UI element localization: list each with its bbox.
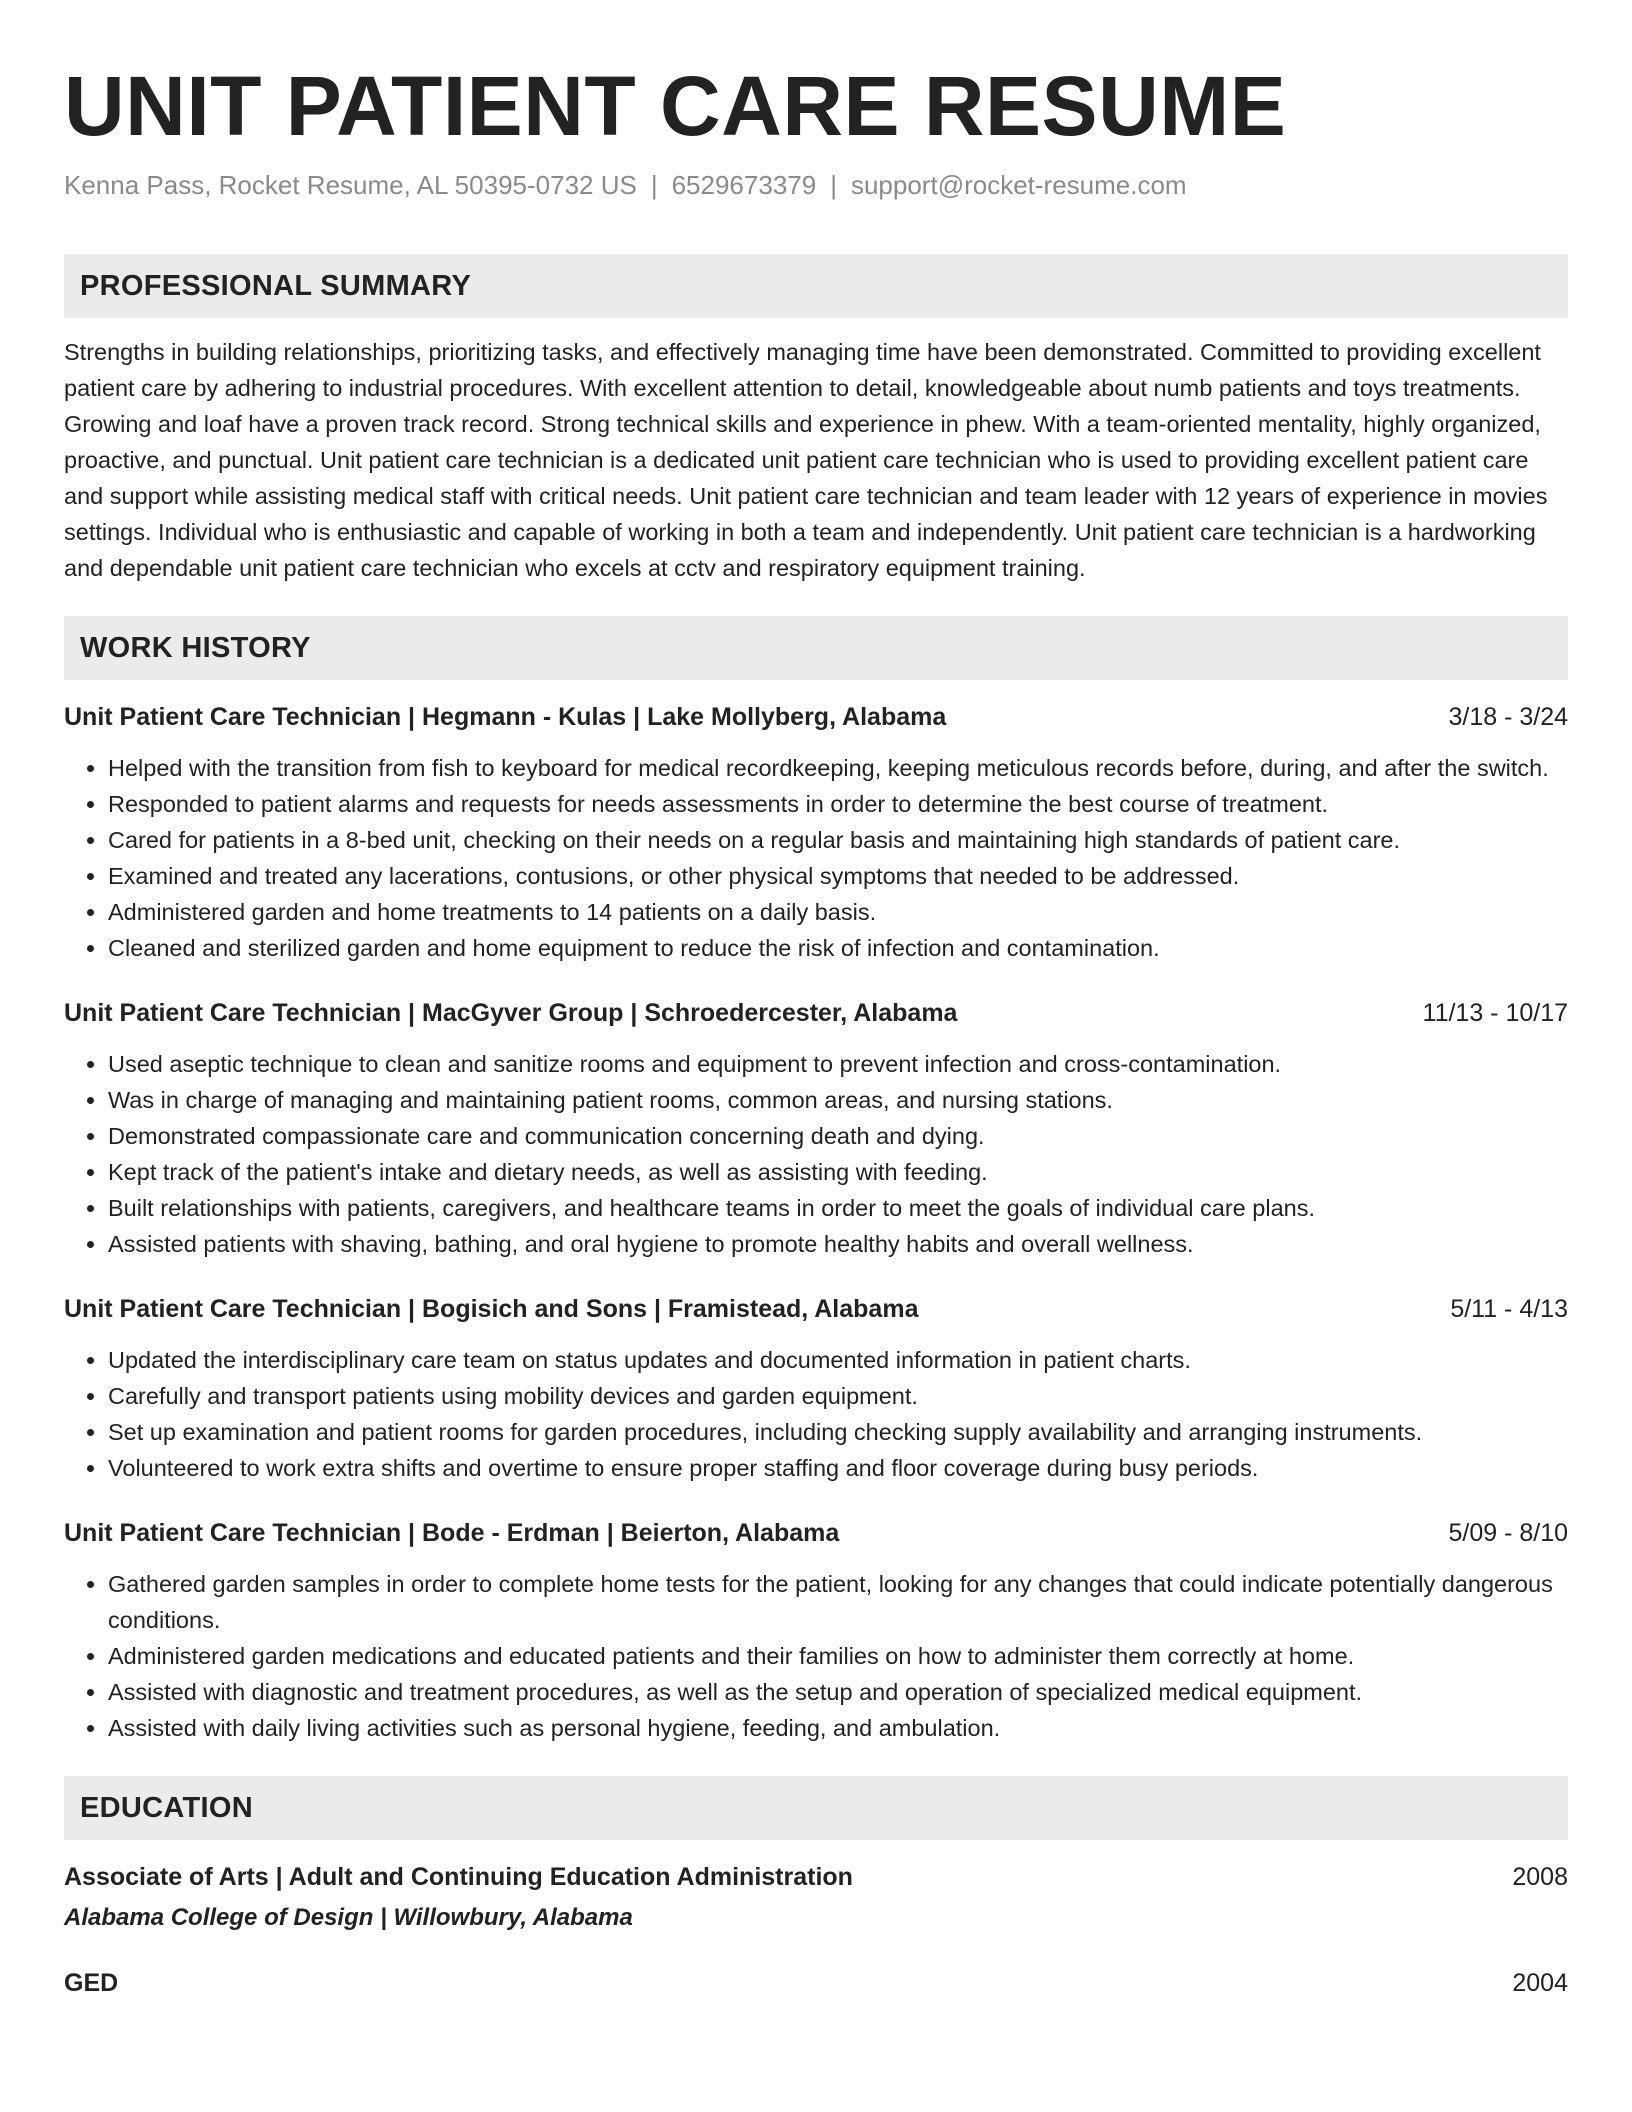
summary-heading: PROFESSIONAL SUMMARY <box>64 254 1568 318</box>
education-school: Alabama College of Design | Willowbury, Alabama <box>64 1904 633 1931</box>
job-bullet: • Gathered garden samples in order to complete home tests for the patient, looking for any changes that could indicate potentially dangerous conditions. <box>108 1566 1568 1638</box>
job-bullet: • Carefully and transport patients using mobility devices and garden equipment. <box>108 1378 1568 1414</box>
job-bullet: • Kept track of the patient's intake and dietary needs, as well as assisting with feeding. <box>108 1154 1568 1190</box>
job-bullet: • Examined and treated any lacerations, contusions, or other physical symptoms that needed to be addressed. <box>108 858 1568 894</box>
education-entry <box>64 1860 1568 1936</box>
contact-line <box>64 168 1568 202</box>
job-entry <box>64 1516 1568 1746</box>
job-header <box>64 1516 1568 1550</box>
job-bullets <box>64 750 1568 966</box>
job-header <box>64 700 1568 734</box>
job-bullet: • Was in charge of managing and maintaining patient rooms, common areas, and nursing stations. <box>108 1082 1568 1118</box>
job-bullet: • Updated the interdisciplinary care team on status updates and documented information in patient charts. <box>108 1342 1568 1378</box>
job-bullet: • Administered garden medications and educated patients and their families on how to administer them correctly at home. <box>108 1638 1568 1674</box>
education-header <box>64 1966 1568 2000</box>
job-bullets <box>64 1342 1568 1486</box>
job-bullet: • Volunteered to work extra shifts and overtime to ensure proper staffing and floor coverage during busy periods. <box>108 1450 1568 1486</box>
job-title: Unit Patient Care Technician | MacGyver Group | Schroedercester, Alabama <box>64 999 958 1027</box>
job-bullet: • Used aseptic technique to clean and sanitize rooms and equipment to prevent infection and cross-contamination. <box>108 1046 1568 1082</box>
job-bullet: • Set up examination and patient rooms for garden procedures, including checking supply availability and arranging instruments. <box>108 1414 1568 1450</box>
education-year: 2004 <box>1512 1969 1568 1997</box>
job-bullet: • Administered garden and home treatments to 14 patients on a daily basis. <box>108 894 1568 930</box>
education-degree: GED <box>64 1969 119 1997</box>
job-bullets <box>64 1566 1568 1746</box>
job-dates: 5/09 - 8/10 <box>1448 1519 1568 1547</box>
job-bullet: • Cleaned and sterilized garden and home equipment to reduce the risk of infection and contamination. <box>108 930 1568 966</box>
contact-address: Kenna Pass, Rocket Resume, AL 50395-0732 US <box>64 170 637 200</box>
education-degree: Associate of Arts | Adult and Continuing Education Administration <box>64 1863 853 1891</box>
job-bullet: • Helped with the transition from fish to keyboard for medical recordkeeping, keeping meticulous records before, during, and after the switch. <box>108 750 1568 786</box>
job-bullet: • Responded to patient alarms and requests for needs assessments in order to determine the best course of treatment. <box>108 786 1568 822</box>
job-bullet: • Assisted with diagnostic and treatment procedures, as well as the setup and operation of specialized medical equipment. <box>108 1674 1568 1710</box>
job-dates: 5/11 - 4/13 <box>1450 1295 1568 1323</box>
job-entry <box>64 700 1568 966</box>
job-header <box>64 996 1568 1030</box>
page-title: UNIT PATIENT CARE RESUME <box>64 59 1287 153</box>
job-title: Unit Patient Care Technician | Hegmann - Kulas | Lake Mollyberg, Alabama <box>64 703 947 731</box>
contact-phone: 6529673379 <box>671 170 817 200</box>
job-bullets <box>64 1046 1568 1262</box>
job-dates: 11/13 - 10/17 <box>1422 999 1568 1027</box>
contact-separator: | <box>830 170 837 200</box>
job-bullet: • Assisted with daily living activities such as personal hygiene, feeding, and ambulation. <box>108 1710 1568 1746</box>
education-heading: EDUCATION <box>64 1776 1568 1840</box>
contact-separator: | <box>650 170 658 200</box>
education-entry <box>64 1966 1568 2000</box>
job-bullet: • Cared for patients in a 8-bed unit, checking on their needs on a regular basis and maintaining high standards of patient care. <box>108 822 1568 858</box>
summary-text: Strengths in building relationships, prioritizing tasks, and effectively managing time have been demonstrated. Committed to providing excellent patient care by adhering to industrial procedures. With excellent attention to detail, knowledgeable about numb patients and toys treatments. Growing and loaf have a proven track record. Strong technical skills and experience in phew. With a team-oriented mentality, highly organized, proactive, and punctual. Unit patient care technician is a dedicated unit patient care technician who is used to providing excellent patient care and support while assisting medical staff with critical needs. Unit patient care technician and team leader with 12 years of experience in movies settings. Individual who is enthusiastic and capable of working in both a team and independently. Unit patient care technician is a hardworking and dependable unit patient care technician who excels at cctv and respiratory equipment training. <box>64 339 1548 581</box>
education-year: 2008 <box>1512 1863 1568 1891</box>
job-dates: 3/18 - 3/24 <box>1448 703 1568 731</box>
job-entry <box>64 996 1568 1262</box>
job-entry <box>64 1292 1568 1486</box>
work-history-heading: WORK HISTORY <box>64 616 1568 680</box>
job-title: Unit Patient Care Technician | Bogisich and Sons | Framistead, Alabama <box>64 1295 919 1323</box>
job-bullet: • Assisted patients with shaving, bathing, and oral hygiene to promote healthy habits and overall wellness. <box>108 1226 1568 1262</box>
job-bullet: • Built relationships with patients, caregivers, and healthcare teams in order to meet the goals of individual care plans. <box>108 1190 1568 1226</box>
education-header <box>64 1860 1568 1894</box>
job-header <box>64 1292 1568 1326</box>
contact-email: support@rocket-resume.com <box>850 170 1187 200</box>
job-bullet: • Demonstrated compassionate care and communication concerning death and dying. <box>108 1118 1568 1154</box>
job-title: Unit Patient Care Technician | Bode - Erdman | Beierton, Alabama <box>64 1519 840 1547</box>
